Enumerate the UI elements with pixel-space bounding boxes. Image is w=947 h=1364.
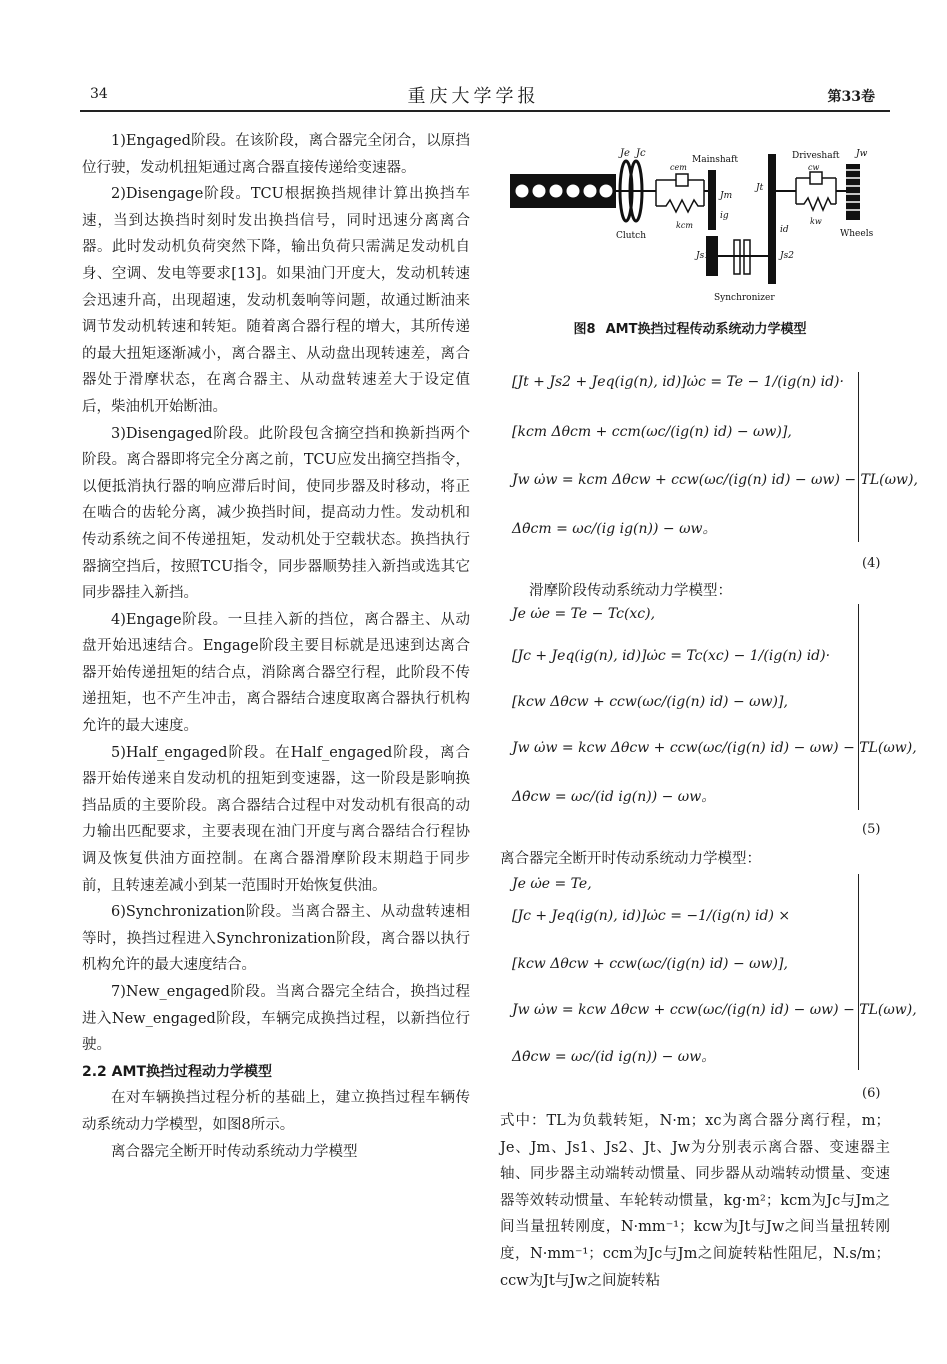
- paragraph-half-engaged: 5)Half_engaged阶段。在Half_engaged阶段，离合器开始传递来自发动机的扭矩到变速器，这一阶段是影响换挡品质的主要阶段。离合器结合过程中对发动机有很高的动力输出匹配要求，主要表现在油门开度与离合器结合行程协调及恢复供油方面控制。在离合器滑摩阶段末期趋于同步前，且转速差减小到某一范围时开始恢复供油。: [82, 744, 470, 894]
- label-synchronizer: Synchronizer: [714, 293, 775, 303]
- label-jm: Jm: [720, 191, 733, 201]
- eq6-number: (6): [862, 1086, 881, 1101]
- eq6-brace: [858, 874, 865, 1070]
- eq6-line2: [Jc + Jeq(ig(n), id)]ω̇c = −1/(ig(n) id) ×: [512, 908, 791, 924]
- symbol-definitions: 式中：TL为负载转矩，N·m；xc为离合器分离行程，m；Je、Jm、Js1、Js2、Jt、Jw为分别表示离合器、变速器主轴、同步器主动端转动惯量、同步器从动端转动惯量、变速器等效转动惯量、车轮转动惯量，kg·m²；kcm为Jc与Jm之间当量扭转刚度，N·mm⁻¹；kcw为Jt与Jw之间当量扭转刚度，N·mm⁻¹；ccm为Jc与Jm之间旋转粘性阻尼，N.s/m；ccw为Jt与Jw之间旋转粘: [500, 1113, 890, 1289]
- paragraph-engaged: 1)Engaged阶段。在该阶段，离合器完全闭合，以原挡位行驶，发动机扭矩通过离合器直接传递给变速器。: [82, 133, 470, 176]
- label-id: id: [780, 225, 789, 235]
- eq5-intro: 滑摩阶段传动系统动力学模型：: [529, 583, 732, 599]
- label-cem: cem: [670, 163, 687, 172]
- output-gear: [768, 154, 796, 284]
- label-js2: Js2: [780, 251, 794, 261]
- eq5-line5: Δθ̇cw = ωc/(id ig(n)) − ωw。: [512, 789, 716, 805]
- journal-title: 重庆大学学报: [407, 86, 540, 107]
- section-heading: 2.2 AMT换挡过程动力学模型: [82, 1063, 272, 1080]
- label-ig: ig: [720, 211, 729, 221]
- eq4-brace: [858, 372, 865, 542]
- paragraph-synchronization: 6)Synchronization阶段。当离合器主、从动盘转速相等时，换挡过程进入Synchronization阶段，离合器以执行机构允许的最大速度结合。: [82, 904, 470, 974]
- drivetrain-diagram: [500, 140, 890, 310]
- eq6-line4: Jw ω̇w = kcw Δθcw + ccw(ωc/(ig(n) id) − ωw) − TL(ωw),: [512, 1002, 917, 1018]
- driveshaft-damper-spring: [796, 172, 846, 210]
- eq6-line5: Δθ̇cw = ωc/(id ig(n)) − ωw。: [512, 1049, 716, 1065]
- label-driveshaft: Driveshaft: [792, 151, 840, 161]
- label-kcm: kcm: [676, 221, 693, 230]
- label-clutch: Clutch: [616, 231, 647, 241]
- paragraph-disengage: 2)Disengage阶段。TCU根据换挡规律计算出换挡车速，当到达换挡时刻时发出换挡信号，同时迅速分离离合器。此时发动机负荷突然下降，输出负荷只需满足发动机自身、空调、发电等要求[13]。如果油门开度大，发动机转速会迅速升高，出现超速，发动机轰响等问题，故通过断油来调节发动机转速和转矩。随着离合器行程的增大，其所传递的最大扭矩逐渐减小，离合器主、从动盘出现转速差，离合器处于滑摩状态，在离合器主、从动盘转速差大于设定值后，柴油机开始断油。: [82, 186, 470, 415]
- figure-caption: [500, 318, 890, 337]
- label-jw: Jw: [856, 149, 868, 159]
- eq5-line1: Je ω̇e = Te − Tc(xc),: [512, 606, 656, 622]
- figure-number: 图8: [573, 322, 596, 337]
- label-mainshaft: Mainshaft: [692, 155, 738, 165]
- paragraph-disengaged: 3)Disengaged阶段。此阶段包含摘空挡和换新挡两个阶段。离合器即将完全分离之前，TCU应发出摘空挡指令，以便抵消执行器的响应滞后时间，使同步器及时移动，将正在啮合的齿轮分离，减少换挡时间，提高动力性。发动机和传动系统之间不传递扭矩，发动机处于空载状态。换挡执行器摘空挡后，按照TCU指令，同步器顺势挂入新挡或选其它同步器挂入新挡。: [82, 425, 470, 602]
- clutch-damper-spring: [656, 174, 704, 212]
- label-je: Je: [620, 148, 630, 159]
- volume-label: 第33卷: [827, 89, 875, 105]
- label-kw: kw: [810, 217, 822, 226]
- eq4-line2: [kcm Δθcm + ccm(ωc/(ig(n) id) − ωw)],: [512, 424, 792, 440]
- eq5-line3: [kcw Δθcw + ccw(ωc/(ig(n) id) − ωw)],: [512, 694, 788, 710]
- synchronizer-block: [718, 240, 768, 274]
- paragraph-engage: 4)Engage阶段。一旦挂入新的挡位，离合器主、从动盘开始迅速结合。Engage阶段主要目标就是迅速到达离合器开始传递扭矩的结合点，消除离合器空行程，此阶段不传递扭矩，也不产生冲击，离合器结合速度取离合器执行机构允许的最大速度。: [82, 611, 470, 735]
- eq6-intro: 离合器完全断开时传动系统动力学模型：: [500, 851, 761, 867]
- label-jt: Jt: [756, 183, 764, 193]
- label-jc: Jc: [636, 148, 646, 159]
- label-js1: Js1: [696, 251, 710, 261]
- left-column: [82, 128, 470, 1165]
- paragraph-model-intro: 在对车辆换挡过程分析的基础上，建立换挡过程车辆传动系统动力学模型，如图8所示。: [82, 1090, 470, 1133]
- engine-cylinders: [510, 174, 616, 208]
- eq4-line4: Δθ̇cm = ωc/(ig ig(n)) − ωw。: [512, 521, 717, 537]
- eq4-number: (4): [862, 556, 881, 571]
- clutch-discs: [616, 161, 656, 221]
- paragraph-model-title: 离合器完全断开时传动系统动力学模型: [111, 1143, 358, 1160]
- eq6-line3: [kcw Δθcw + ccw(ωc/(ig(n) id) − ωw)],: [512, 956, 788, 972]
- page-number: 34: [90, 86, 108, 102]
- paragraph-new-engaged: 7)New_engaged阶段。当离合器完全结合，换挡过程进入New_engaged阶段，车辆完成换挡过程，以新挡位行驶。: [82, 984, 470, 1054]
- header-rule: [80, 110, 890, 112]
- label-cw: cw: [808, 163, 820, 172]
- figure-caption-text: AMT换挡过程传动系统动力学模型: [605, 322, 807, 337]
- eq5-number: (5): [862, 822, 881, 837]
- eq4-line1: [Jt + Js2 + Jeq(ig(n), id)]ω̇c = Te − 1/(ig(n) id)·: [512, 374, 844, 390]
- eq5-line2: [Jc + Jeq(ig(n), id)]ω̇c = Tc(xc) − 1/(ig(n) id)·: [512, 648, 831, 664]
- label-wheels: Wheels: [840, 229, 874, 239]
- eq4-line3: Jw ω̇w = kcm Δθcw + ccw(ωc/(ig(n) id) − ωw) − TL(ωw),: [512, 472, 918, 488]
- eq6-line1: Je ω̇e = Te,: [512, 876, 592, 892]
- eq5-line4: Jw ω̇w = kcw Δθcw + ccw(ωc/(ig(n) id) − ωw) − TL(ωw),: [512, 740, 917, 756]
- eq5-brace: [858, 604, 865, 810]
- wheel-icon: [846, 164, 860, 220]
